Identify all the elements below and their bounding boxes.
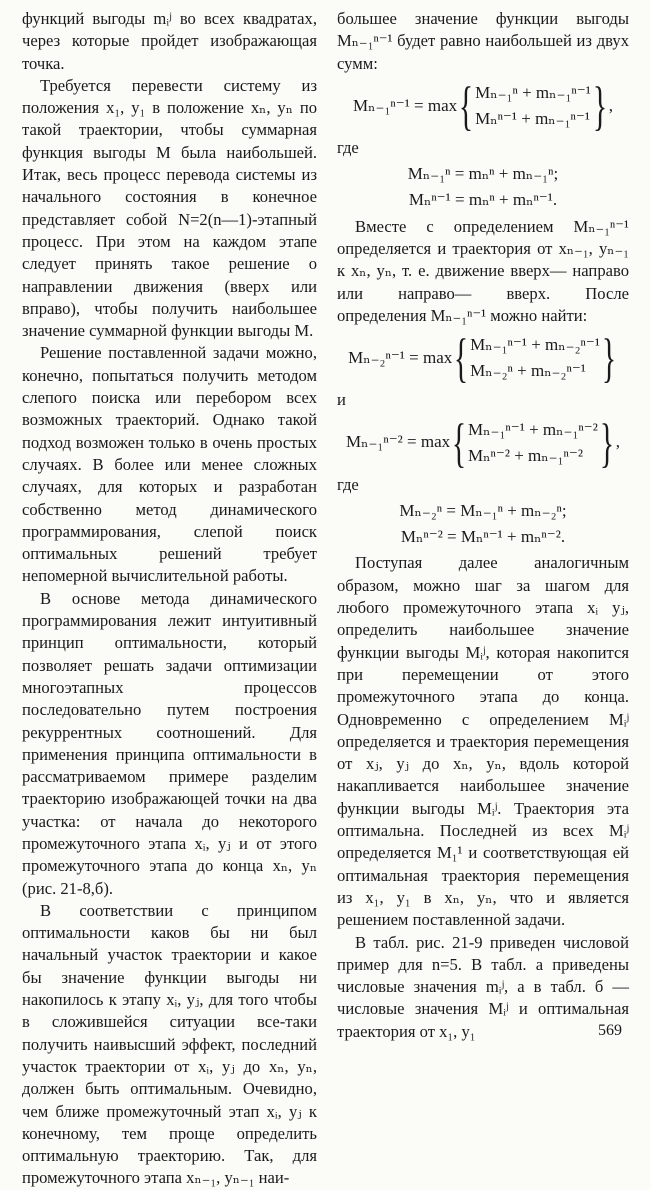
paragraph: большее значение функции выгоды Mₙ₋₁ⁿ⁻¹ будет равно наибольшей из двух сумм: [337, 9, 629, 73]
brace: { [459, 75, 474, 136]
paragraph: В табл. рис. 21-9 приведен числовой пример для n=5. В табл. а приведены числовые значения mᵢʲ, а в табл. б — числовые значения Mᵢʲ и оптимальная траектория от x₁, y₁ [337, 932, 629, 1041]
formula-option: Mₙ₋₁ⁿ⁻¹ + mₙ₋₂ⁿ⁻¹ [470, 335, 600, 355]
formula-option: Mₙ₋₁ⁿ⁻¹ + mₙ₋₁ⁿ⁻² [468, 419, 598, 439]
paragraph: функций выгоды mᵢʲ во всех квадратах, через которые пройдет изображающая точка. [22, 9, 317, 73]
formula-max-3 [337, 412, 629, 473]
formula-options [470, 332, 600, 384]
formula-max-1 [337, 75, 629, 136]
word-where: где [337, 474, 359, 494]
paragraph: В основе метода динамического программирования лежит интуитивный принцип оптимальности, который позволяет решать задачи оптимизации многоэтапных процессов последовательно путем построения рекуррентных соотношений. Для применения принципа оптимальности в рассматриваемом примере разделим траекторию изображающей точки на два участка: от начала до некоторого промежуточного этапа xᵢ, yⱼ и от этого промежуточного этапа до конца xₙ, yₙ (рис. 21-8,б). [22, 588, 317, 898]
formula-tail: , [615, 432, 621, 452]
formula-lhs: Mₙ₋₁ⁿ⁻¹ = max [353, 95, 458, 115]
formula: Mₙ₋₂ⁿ = Mₙ₋₁ⁿ + mₙ₋₂ⁿ; [399, 500, 567, 520]
paragraph: Решение поставленной задачи можно, конечно, попытаться получить методом слепого поиска или перебором всех возможных траекторий. Однако такой подход возможен только в очень простых случаях. В более или менее сложных случаях, для которых и разработан собственно метод динамического программирования, слепой поиск оптимальных решений требует непомерной вычислительной работы. [22, 343, 317, 586]
word-and: и [337, 390, 346, 410]
brace: { [454, 328, 469, 389]
formula-option: Mₙⁿ⁻² + mₙ₋₁ⁿ⁻² [468, 445, 583, 465]
formula-options [468, 417, 598, 469]
page-number: 569 [598, 1022, 622, 1039]
formula-option: Mₙ₋₁ⁿ + mₙ₋₁ⁿ⁻¹ [475, 82, 591, 102]
brace: } [592, 75, 607, 136]
right-column [337, 8, 629, 1043]
paragraph: Поступая далее аналогичным образом, можно шаг за шагом для любого промежуточного этапа xᵢ yⱼ, определить наибольшее значение функции выгоды Mᵢʲ, которая накопится при перемещении от этого промежуточного этапа до конца. Одновременно с определением Mᵢʲ определяется и траектория перемещения от xⱼ, yⱼ до xₙ, yₙ, вдоль которой накапливается наибольшее значение функции выгоды Mᵢʲ. Траектория эта оптимальна. Последней из всех Mᵢʲ определяется M₁¹ и соответствующая ей оптимальная траектория перемещения из x₁, y₁ в xₙ, yₙ, что и является решением поставленной задачи. [337, 553, 629, 930]
formula-lhs: Mₙ₋₁ⁿ⁻² = max [345, 432, 451, 452]
formula-options [475, 80, 591, 132]
formula: Mₙ₋₁ⁿ = mₙⁿ + mₙ₋₁ⁿ; [407, 164, 559, 184]
word-where: где [337, 137, 359, 157]
brace: } [599, 412, 614, 473]
left-column [22, 8, 317, 1190]
brace: { [451, 412, 467, 473]
formula: Mₙⁿ⁻¹ = mₙⁿ + mₙⁿ⁻¹. [408, 190, 558, 210]
formula-lhs: Mₙ₋₂ⁿ⁻¹ = max [348, 348, 453, 368]
formula-option: Mₙ₋₂ⁿ + mₙ₋₂ⁿ⁻¹ [470, 361, 586, 381]
paragraph: Вместе с определением Mₙ₋₁ⁿ⁻¹ определяется и траектория от xₙ₋₁, yₙ₋₁ к xₙ, yₙ, т. е. движение вверх— направо или направо— вверх. После определения Mₙ₋₁ⁿ⁻¹ можно найти: [337, 216, 629, 325]
brace: } [601, 328, 617, 389]
paragraph: Требуется перевести систему из положения x₁, y₁ в положение xₙ, yₙ по такой траектории, чтобы суммарная функция выгоды M была наибольшей. Итак, весь процесс перевода системы из начального состояния в конечное представляет собой N=2(n—1)-этапный процесс. При этом на каждом этапе следует принять такое решение о направлении движения (вверх или вправо), чтобы получить наибольшее значение суммарной функции выгоды M. [22, 75, 317, 341]
formula-tail: , [608, 95, 613, 115]
formula-option: Mₙⁿ⁻¹ + mₙ₋₁ⁿ⁻¹ [475, 108, 590, 128]
paragraph: В соответствии с принципом оптимальности каков бы ни был начальный участок траектории и какое бы значение функции выгоды ни накопилось к этапу xᵢ, yⱼ, для того чтобы в сложившейся ситуации все-таки получить наивысший эффект, последний участок траектории от xᵢ, yⱼ до xₙ, yₙ, должен быть оптимальным. Очевидно, чем ближе промежуточный этап xᵢ, yⱼ к конечному, тем проще определить оптимальную траекторию. Так, для промежуточного этапа xₙ₋₁, yₙ₋₁ наи- [22, 900, 317, 1188]
formula: Mₙⁿ⁻² = Mₙⁿ⁻¹ + mₙⁿ⁻². [400, 527, 566, 547]
formula-max-2 [337, 328, 629, 389]
